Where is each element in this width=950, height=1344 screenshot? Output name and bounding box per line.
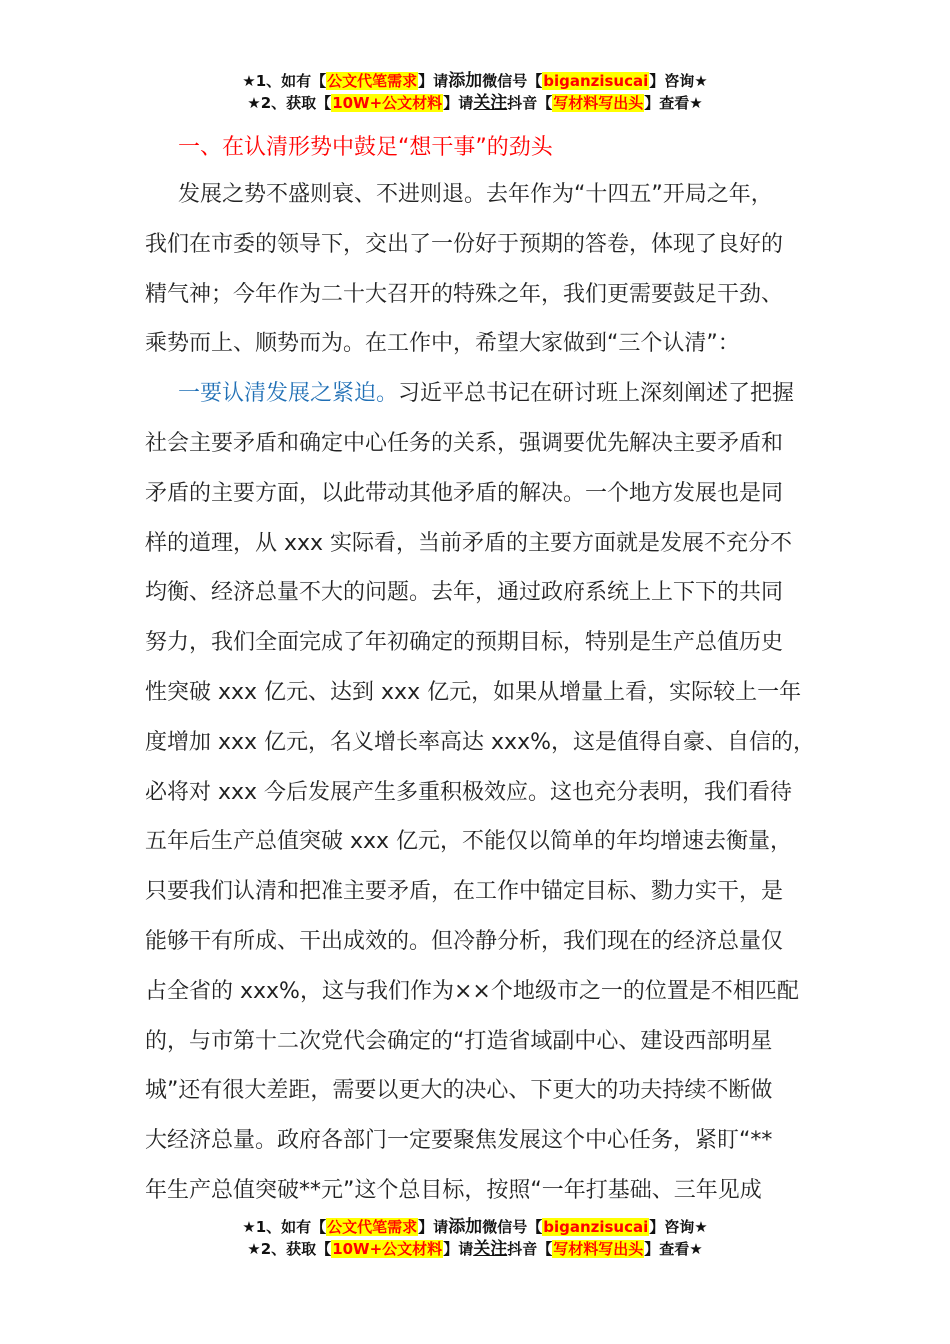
promo-text: 】查看★ bbox=[644, 94, 703, 112]
section-heading: 一、在认清形势中鼓足“想干事”的劲头 bbox=[178, 135, 553, 160]
promo-highlight: 10W+公文材料 bbox=[332, 1240, 443, 1258]
paragraph-line: 精气神；今年作为二十大召开的特殊之年，我们更需要鼓足干劲、 bbox=[145, 281, 784, 307]
paragraph-line: 年生产总值突破**元”这个总目标，按照“一年打基础、三年见成 bbox=[145, 1177, 762, 1203]
promo-highlight: biganzisucai bbox=[543, 1218, 649, 1236]
document-body bbox=[145, 170, 845, 1216]
promo-text: 微信号【 bbox=[482, 72, 543, 90]
promo-text: 】请 bbox=[418, 72, 449, 90]
paragraph-line: 努力，我们全面完成了年初确定的预期目标，特别是生产总值历史 bbox=[145, 630, 784, 656]
paragraph-line: 占全省的 xxx%，这与我们作为××个地级市之一的位置是不相匹配 bbox=[145, 978, 799, 1004]
paragraph-line: 矛盾的主要方面，以此带动其他矛盾的解决。一个地方发展也是同 bbox=[145, 480, 784, 506]
paragraph-line: 乘势而上、顺势而为。在工作中，希望大家做到“三个认清”： bbox=[145, 331, 740, 357]
promo-highlight: 公文代笔需求 bbox=[327, 72, 418, 90]
promo-emphasis: 添加 bbox=[448, 1217, 483, 1237]
promo-text: 】请 bbox=[443, 1240, 474, 1258]
promo-line-1 bbox=[0, 1216, 950, 1238]
paragraph-line: 五年后生产总值突破 xxx 亿元，不能仅以简单的年均增速去衡量， bbox=[145, 829, 793, 855]
promo-text: ★1、如有【 bbox=[242, 72, 327, 90]
paragraph-line: 大经济总量。政府各部门一定要聚焦发展这个中心任务，紧盯“** bbox=[145, 1128, 773, 1154]
promo-highlight: 10W+公文材料 bbox=[332, 94, 443, 112]
promo-text: 】请 bbox=[443, 94, 474, 112]
promo-text: 】请 bbox=[418, 1218, 449, 1236]
promo-line-2 bbox=[0, 92, 950, 114]
paragraph-line: 发展之势不盛则衰、不进则退。去年作为“十四五”开局之年， bbox=[178, 182, 773, 207]
paragraph-line: 的，与市第十二次党代会确定的“打造省域副中心、建设西部明星 bbox=[145, 1028, 773, 1054]
paragraph-line bbox=[145, 369, 845, 419]
paragraph-line: 我们在市委的领导下，交出了一份好于预期的答卷，体现了良好的 bbox=[145, 231, 784, 257]
promo-emphasis: 添加 bbox=[448, 71, 483, 91]
paragraph-line: 能够干有所成、干出成效的。但冷静分析，我们现在的经济总量仅 bbox=[145, 928, 784, 954]
promo-text: 抖音【 bbox=[507, 94, 553, 112]
paragraph-line: 性突破 xxx 亿元、达到 xxx 亿元，如果从增量上看，实际较上一年 bbox=[145, 679, 802, 705]
paragraph-line: 样的道理，从 xxx 实际看，当前矛盾的主要方面就是发展不充分不 bbox=[145, 530, 793, 556]
paragraph-line: 只要我们认清和把准主要矛盾，在工作中锚定目标、勠力实干，是 bbox=[145, 879, 784, 905]
paragraph-line: 必将对 xxx 今后发展产生多重积极效应。这也充分表明，我们看待 bbox=[145, 779, 793, 805]
promo-line-2 bbox=[0, 1238, 950, 1260]
promo-highlight: 写材料写出头 bbox=[553, 94, 644, 112]
promo-highlight: biganzisucai bbox=[543, 72, 649, 90]
promo-emphasis: 关注 bbox=[473, 93, 508, 113]
promo-text: 】咨询★ bbox=[649, 72, 708, 90]
promo-text: 抖音【 bbox=[507, 1240, 553, 1258]
promo-text: ★2、获取【 bbox=[247, 1240, 332, 1258]
promo-line-1 bbox=[0, 70, 950, 92]
promo-text: 微信号【 bbox=[482, 1218, 543, 1236]
promo-highlight: 写材料写出头 bbox=[553, 1240, 644, 1258]
promo-text: ★2、获取【 bbox=[247, 94, 332, 112]
paragraph-line: 社会主要矛盾和确定中心任务的关系，强调要优先解决主要矛盾和 bbox=[145, 430, 784, 456]
promo-banner-bottom bbox=[0, 1216, 950, 1260]
promo-highlight: 公文代笔需求 bbox=[327, 1218, 418, 1236]
promo-text: ★1、如有【 bbox=[242, 1218, 327, 1236]
paragraph-line: 城”还有很大差距，需要以更大的决心、下更大的功夫持续不断做 bbox=[145, 1078, 773, 1104]
promo-text: 】咨询★ bbox=[649, 1218, 708, 1236]
promo-emphasis: 关注 bbox=[473, 1239, 508, 1259]
promo-banner-top bbox=[0, 70, 950, 114]
point-lead: 一要认清发展之紧迫。 bbox=[178, 381, 399, 407]
paragraph-line: 均衡、经济总量不大的问题。去年，通过政府系统上上下下的共同 bbox=[145, 580, 784, 606]
paragraph-line: 度增加 xxx 亿元，名义增长率高达 xxx%，这是值得自豪、自信的， bbox=[145, 729, 816, 755]
promo-text: 】查看★ bbox=[644, 1240, 703, 1258]
paragraph-text: 习近平总书记在研讨班上深刻阐述了把握 bbox=[398, 381, 795, 407]
